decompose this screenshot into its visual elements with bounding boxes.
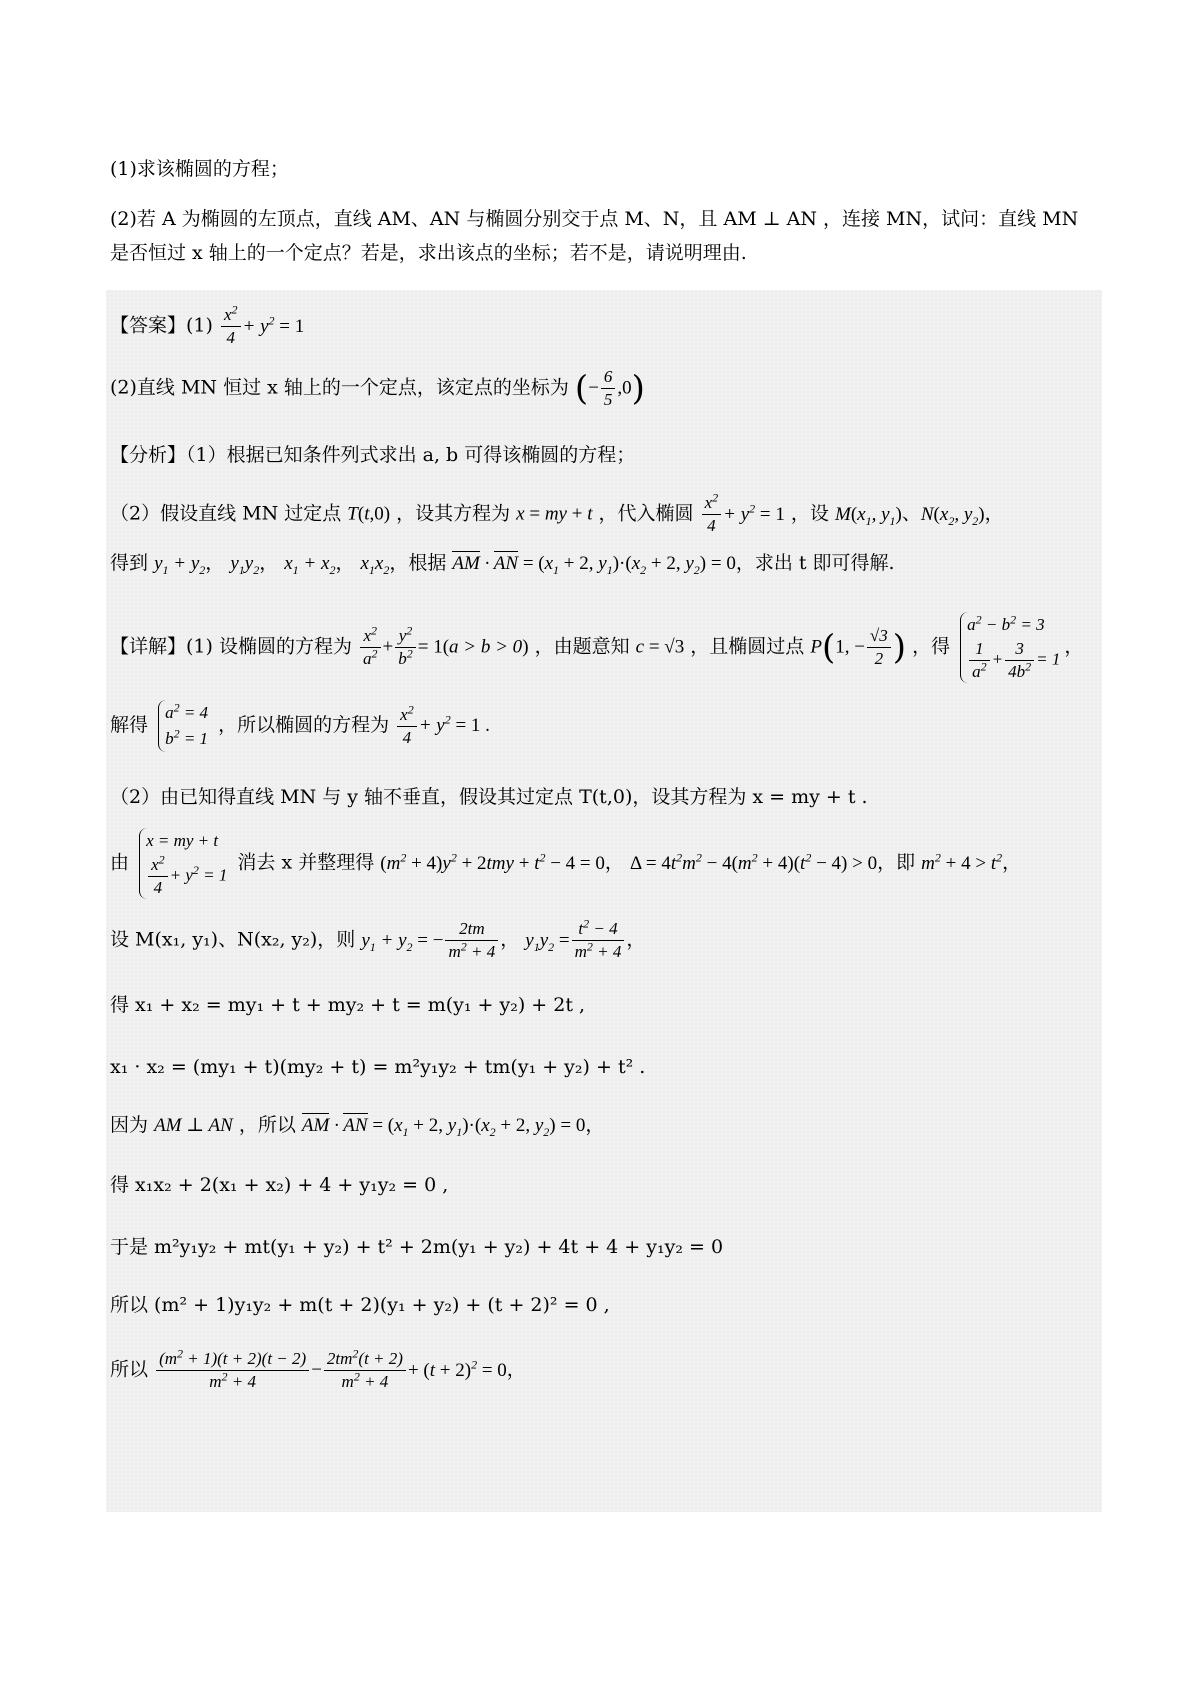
formula-frac: $\frac{√3}{2}$	[867, 625, 891, 670]
detail-text: ，且椭圆过点	[690, 635, 805, 658]
detail-line-2: 解得 $a^2 = 4$ $b^2 = 1$ ，所以椭圆的方程为 $\frac{x^2}{4}$ + $y^2 = 1$ .	[110, 700, 490, 752]
detail-text: 解得	[110, 714, 149, 736]
detail-text: 所以	[110, 1358, 149, 1381]
solution-panel	[106, 290, 1102, 1512]
detail-line-5: 设 M(x₁, y₁)、N(x₂, y₂)，则 $y_1 + y_2$ = − $\frac{2tm}{m^2 + 4}$ ， $y_1y_2$ = $\frac{t^2 - 4}{m^2 + 4}$ ，	[110, 916, 646, 961]
detail-line-3: （2）由已知得直线 MN 与 y 轴不垂直，假设其过定点 T(t,0)，设其方程为 x = my + t .	[110, 786, 868, 808]
detail-text: 设 M(x₁, y₁)、N(x₂, y₂)，则	[110, 928, 356, 951]
equation-system: x = my + t $\frac{x^2}{4}$ + $y^2 = 1$	[139, 828, 227, 899]
analysis-text: ，设	[790, 502, 829, 525]
answer-part-2-text: (2)直线 MN 恒过 x 轴上的一个定点，该定点的坐标为	[110, 376, 569, 399]
detail-text: ，得	[912, 635, 951, 658]
detail-line-7: x₁ · x₂ = (my₁ + t)(my₂ + t) = m²y₁y₂ + tm(y₁ + y₂) + t² .	[110, 1056, 646, 1078]
detail-text: ，	[604, 851, 624, 874]
equation-system: $a^2 - b^2 = 3$ $\frac{1}{a^2}$ + $\frac{3}{4b^2}$ = 1	[960, 612, 1060, 683]
detail-line-8: 因为 AM ⊥ AN ，所以 AM · AN = ($x_1 + 2$, $y_1)\cdot(x_2 + 2$, $y_2) = 0$，	[110, 1114, 605, 1139]
detail-text: ，由题意知	[534, 635, 630, 658]
detail-line-9: 得 x₁x₂ + 2(x₁ + x₂) + 4 + y₁y₂ = 0 ,	[110, 1174, 449, 1196]
answer-line-1: 【答案】(1) $\frac{x^2}{4}$ + $y^2 = 1$	[110, 302, 305, 347]
detail-text: 由	[110, 851, 130, 874]
formula-frac: $\frac{x^2}{4}$	[221, 304, 241, 349]
analysis-line-3: 得到 $y_1 + y_2$， $y_1y_2$， $x_1 + x_2$， $x_1x_2$，根据 AM · AN = ($x_1 + 2$, $y_1)\cdot(x_2 + 2$, $y_2) = 0$，求出 t 即可得解.	[110, 552, 895, 577]
analysis-text: ，根据	[389, 552, 447, 574]
formula-frac: $\frac{t^2 - 4}{m^2 + 4}$	[572, 918, 625, 963]
question-part-2	[110, 202, 1100, 270]
formula-frac: $\frac{6}{5}$	[601, 366, 616, 411]
question-part-2-line-1: (2)若 A 为椭圆的左顶点，直线 AM、AN 与椭圆分别交于点 M、N，且 AM ⊥ AN ，连接 MN，试问：直线 MN	[110, 208, 1079, 230]
formula-frac: $\frac{y^2}{b^2}$	[395, 625, 416, 670]
detail-text: 因为	[110, 1114, 149, 1136]
analysis-line-1: 【分析】（1）根据已知条件列式求出 a, b 可得该椭圆的方程；	[110, 444, 636, 466]
detail-line-1: 【详解】(1) 设椭圆的方程为 $\frac{x^2}{a^2}$ + $\frac{y^2}{b^2}$ = 1(a > b > 0) ，由题意知 c = √3 ，且椭圆过点 P(1, − $\frac{√3}{2}$ ) ，得 $a^2 - b^2 = 3$ $\frac{1}{a^2}$ + $\frac{3}{4b^2}$ = 1 ，	[110, 612, 1084, 681]
analysis-text: （2）假设直线 MN 过定点	[110, 502, 342, 525]
answer-line-2: (2)直线 MN 恒过 x 轴上的一个定点，该定点的坐标为 (− $\frac{6}{5}$ ,0)	[110, 367, 645, 409]
analysis-line-2: （2）假设直线 MN 过定点 T(t,0) ，设其方程为 x = my + t ，代入椭圆 $\frac{x^2}{4}$ + $y^2 = 1$ ，设 $M(x_1$, $y_1$)、$N(x_2$, $y_2$)，	[110, 490, 1004, 535]
answer-label: 【答案】(1)	[110, 314, 213, 337]
formula-frac: $\frac{x^2}{4}$	[702, 492, 722, 537]
detail-line-11: 所以 (m² + 1)y₁y₂ + m(t + 2)(y₁ + y₂) + (t + 2)² = 0 ,	[110, 1294, 610, 1316]
formula-frac: $\frac{2tm^2(t + 2)}{m^2 + 4}$	[324, 1348, 406, 1393]
detail-text: ，所以	[238, 1114, 296, 1136]
analysis-text: 得到	[110, 552, 149, 574]
analysis-text: ，求出 t 即可得解.	[735, 552, 895, 574]
detail-line-4: 由 x = my + t $\frac{x^2}{4}$ + $y^2 = 1$ 消去 x 并整理得 $(m^2 + 4)y^2 + 2tmy + t^2 - 4 = 0$， $\Delta = 4t^2m^2 - 4(m^2 + 4)(t^2 - 4) > 0$，即 $m^2 + 4 > t^2$，	[110, 828, 1021, 899]
formula-frac: $\frac{2tm}{m^2 + 4}$	[445, 918, 498, 963]
formula-frac: $\frac{x^2}{a^2}$	[360, 625, 381, 670]
formula-frac: $\frac{x^2}{4}$	[397, 704, 417, 749]
detail-line-6: 得 x₁ + x₂ = my₁ + t + my₂ + t = m(y₁ + y₂) + 2t ,	[110, 994, 586, 1016]
question-part-2-line-2: 是否恒过 x 轴上的一个定点？若是，求出该点的坐标；若不是，请说明理由.	[110, 242, 747, 264]
equation-system: $a^2 = 4$ $b^2 = 1$	[158, 700, 208, 752]
question-part-1: (1)求该椭圆的方程；	[110, 158, 289, 180]
formula-frac: $\frac{(m^2 + 1)(t + 2)(t - 2)}{m^2 + 4}$	[156, 1348, 309, 1393]
detail-text: 【详解】(1) 设椭圆的方程为	[110, 635, 352, 658]
detail-line-10: 于是 m²y₁y₂ + mt(y₁ + y₂) + t² + 2m(y₁ + y₂) + 4t + 4 + y₁y₂ = 0	[110, 1236, 724, 1258]
analysis-text: ，代入椭圆	[598, 502, 694, 525]
detail-text: 消去 x 并整理得	[237, 851, 375, 874]
detail-line-12: 所以 $\frac{(m^2 + 1)(t + 2)(t - 2)}{m^2 + 4}$ − $\frac{2tm^2(t + 2)}{m^2 + 4}$ + $(t + 2)^2 = 0$，	[110, 1346, 526, 1391]
detail-text: ，所以椭圆的方程为	[218, 714, 390, 736]
analysis-text: ，设其方程为	[396, 502, 511, 525]
detail-text: ，即	[877, 851, 916, 874]
